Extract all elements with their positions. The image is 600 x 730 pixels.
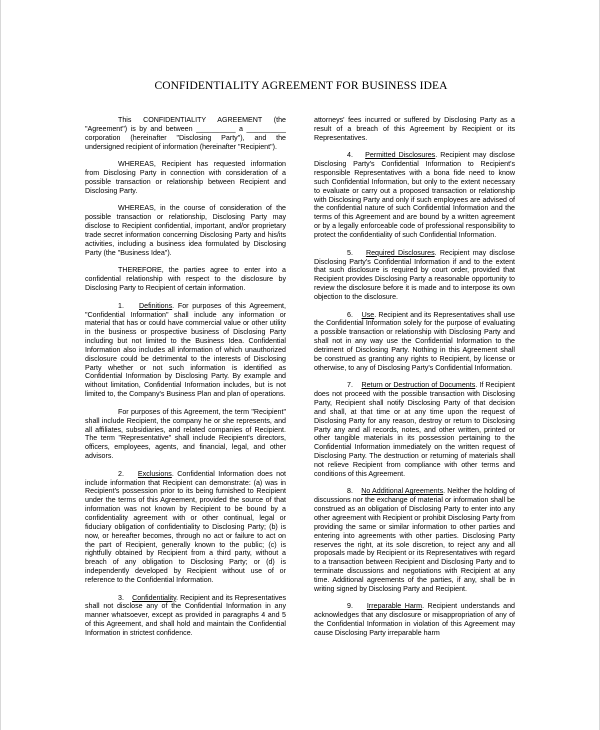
section-number: 5. bbox=[347, 248, 353, 257]
section-heading: Return or Destruction of Documents bbox=[361, 381, 476, 390]
section-required-disclosures bbox=[314, 249, 515, 302]
section-number: 7. bbox=[347, 381, 353, 390]
section-heading: Irreparable Harm bbox=[366, 602, 423, 611]
section-text: . Confidential Information does not include information that Recipient can demonstrate: (a) was in Recipient's possession prior to its being furnished to Recipient under the terms of this Agreement, provided the source of that information was not known by Recipient to be bound by a confidentiality agreement with or other continual, legal or fiduciary obligation of confidentiality to Disclosing Party; (b) is now, or hereafter becomes, through no act or failure to act on the part of Recipient, generally known to the public; (c) is rightfully obtained by Recipient from a third party, without a breach of any obligation to Disclosing Party; or (d) is independently developed by Recipient without use of or reference to the Confidential Information. bbox=[85, 469, 286, 584]
section-heading: Permitted Disclosures bbox=[365, 151, 436, 160]
section-number: 2. bbox=[118, 469, 124, 478]
document-title: CONFIDENTIALITY AGREEMENT FOR BUSINESS IDEA bbox=[154, 80, 448, 92]
section-text: . Neither the holding of discussions nor the exchange of material or information shall be construed as an obligation of Disclosing Party to enter into any other agreement with Recipient or prohibit Disclosing Party from providing the same or similar information to other parties and entering into agreements with other parties. Disclosing Party reserves the right, at its sole discretion, to reject any and all proposals made by Recipient or its Representatives with regard to a transaction between Recipient and Disclosing Party and to terminate discussions and negotiations with Recipient at any time. Additional agreements of the parties, if any, shall be in writing signed by Disclosing Party and Recipient. bbox=[314, 487, 515, 593]
left-column bbox=[85, 116, 286, 647]
section-text: . Recipient understands and acknowledges that any disclosure or misappropriation of any of the Confidential Information in violation of this Agreement may cause Disclosing Party irreparable harm bbox=[314, 602, 515, 637]
section-permitted-disclosures bbox=[314, 151, 515, 239]
section-exclusions bbox=[85, 470, 286, 585]
section-heading: No Additional Agreements bbox=[361, 487, 444, 496]
section-text: . Recipient and its Representatives shall not disclose any of the Confidential Information in any manner whatsoever, except as provided in paragraphs 4 and 5 of this Agreement, and shall hold and maintain the Confidential Information in strictest confidence. bbox=[85, 593, 286, 637]
right-column bbox=[314, 116, 515, 647]
therefore-paragraph: THEREFORE, the parties agree to enter into a confidential relationship with respect to the disclosure by Disclosing Party to Recipient of certain information. bbox=[85, 266, 286, 293]
section-number: 3. bbox=[118, 593, 124, 602]
section-irreparable-harm bbox=[314, 602, 515, 637]
section-text: . For purposes of this Agreement, "Confidential Information" shall include any information or material that has or could have commercial value or other utility in the business or prospective business of Disclosing Party including but not limited to the Business Idea. Confidential Information also includes all information of which unauthorized disclosure could be detrimental to the interests of Disclosing Party whether or not such information is identified as Confidential Information by Disclosing Party. By example and without limitation, Confidential Information includes, but is not limited to, the Company's Business Plan and plan of operations. bbox=[85, 301, 286, 399]
section-definitions bbox=[85, 302, 286, 399]
section-heading: Use bbox=[361, 310, 375, 319]
section-no-additional-agreements bbox=[314, 487, 515, 593]
section-confidentiality bbox=[85, 594, 286, 638]
section-heading: Exclusions bbox=[137, 469, 172, 478]
section-number: 6. bbox=[347, 310, 353, 319]
section-return-documents bbox=[314, 381, 515, 478]
section-text: . Recipient may disclose Disclosing Party's Confidential Information if and to the extent that such disclosure is required by court order, provided that Recipient provides Disclosing Party a reasonable opportunity to review the disclosure before it is made and to interpose its own objection to the disclosure. bbox=[314, 248, 515, 301]
preamble-paragraph: This CONFIDENTIALITY AGREEMENT (the "Agreement") is by and between __________ a __________ corporation (hereinafter "Disclosing Party"), and the undersigned recipient of information (hereinafter "Recipient"). bbox=[85, 116, 286, 151]
section-number: 4. bbox=[347, 151, 353, 160]
section-heading: Required Disclosures bbox=[365, 248, 435, 257]
whereas-paragraph-1: WHEREAS, Recipient has requested information from Disclosing Party in connection with consideration of a possible transaction or relationship between Recipient and Disclosing Party. bbox=[85, 160, 286, 195]
section-text: . If Recipient does not proceed with the possible transaction with Disclosing Party, Recipient shall notify Disclosing Party of that decision and shall, at that time or at any time upon the request of Disclosing Party for any reason, destroy or return to Disclosing Party any and all records, notes, and other written, printed or other tangible materials in its possession pertaining to the Confidential Information immediately on the written request of Disclosing Party. The destruction or returning of materials shall not relieve Recipient from compliance with other terms and conditions of this Agreement. bbox=[314, 381, 515, 478]
whereas-paragraph-2: WHEREAS, in the course of consideration of the possible transaction or relationship, Disclosing Party may disclose to Recipient confidential, important, and/or proprietary trade secret information concerning Disclosing Party and his/its activities, including a business idea formulated by Disclosing Party (the "Business Idea"). bbox=[85, 204, 286, 257]
continued-paragraph: attorneys' fees incurred or suffered by Disclosing Party as a result of a breach of this Agreement by Recipient or its Representatives. bbox=[314, 116, 515, 142]
section-number: 1. bbox=[118, 301, 124, 310]
section-use bbox=[314, 311, 515, 373]
section-text: . Recipient and its Representatives shall use the Confidential Information solely for the purpose of evaluating a possible transaction or relationship with Disclosing Party and shall not in any way use the Confidential Information to the detriment of Disclosing Party. Nothing in this Agreement shall be construed as granting any rights to Recipient, by license or otherwise, to any of Disclosing Party's Confidential Information. bbox=[314, 310, 515, 372]
section-text: . Recipient may disclose Disclosing Party's Confidential Information to Recipient's responsible Representatives with a bona fide need to know such Confidential Information, but only to the extent necessary to evaluate or carry out a proposed transaction or relationship with Disclosing Party and only if such employees are advised of the confidential nature of such Confidential Information and the terms of this Agreement and are bound by a written agreement or by a legally enforceable code of professional responsibility to protect the confidentiality of such Confidential Information. bbox=[314, 151, 515, 239]
section-heading: Definitions bbox=[139, 301, 173, 310]
section-number: 9. bbox=[347, 602, 353, 611]
section-heading: Confidentiality bbox=[132, 593, 177, 602]
section-number: 8. bbox=[347, 487, 353, 496]
recipient-definition-paragraph: For purposes of this Agreement, the term "Recipient" shall include Recipient, the company he or she represents, and all affiliates, subsidiaries, and related companies of Recipient. The term "Representative" shall include Recipient's directors, officers, employees, agents, and financial, legal, and other advisors. bbox=[85, 407, 286, 461]
